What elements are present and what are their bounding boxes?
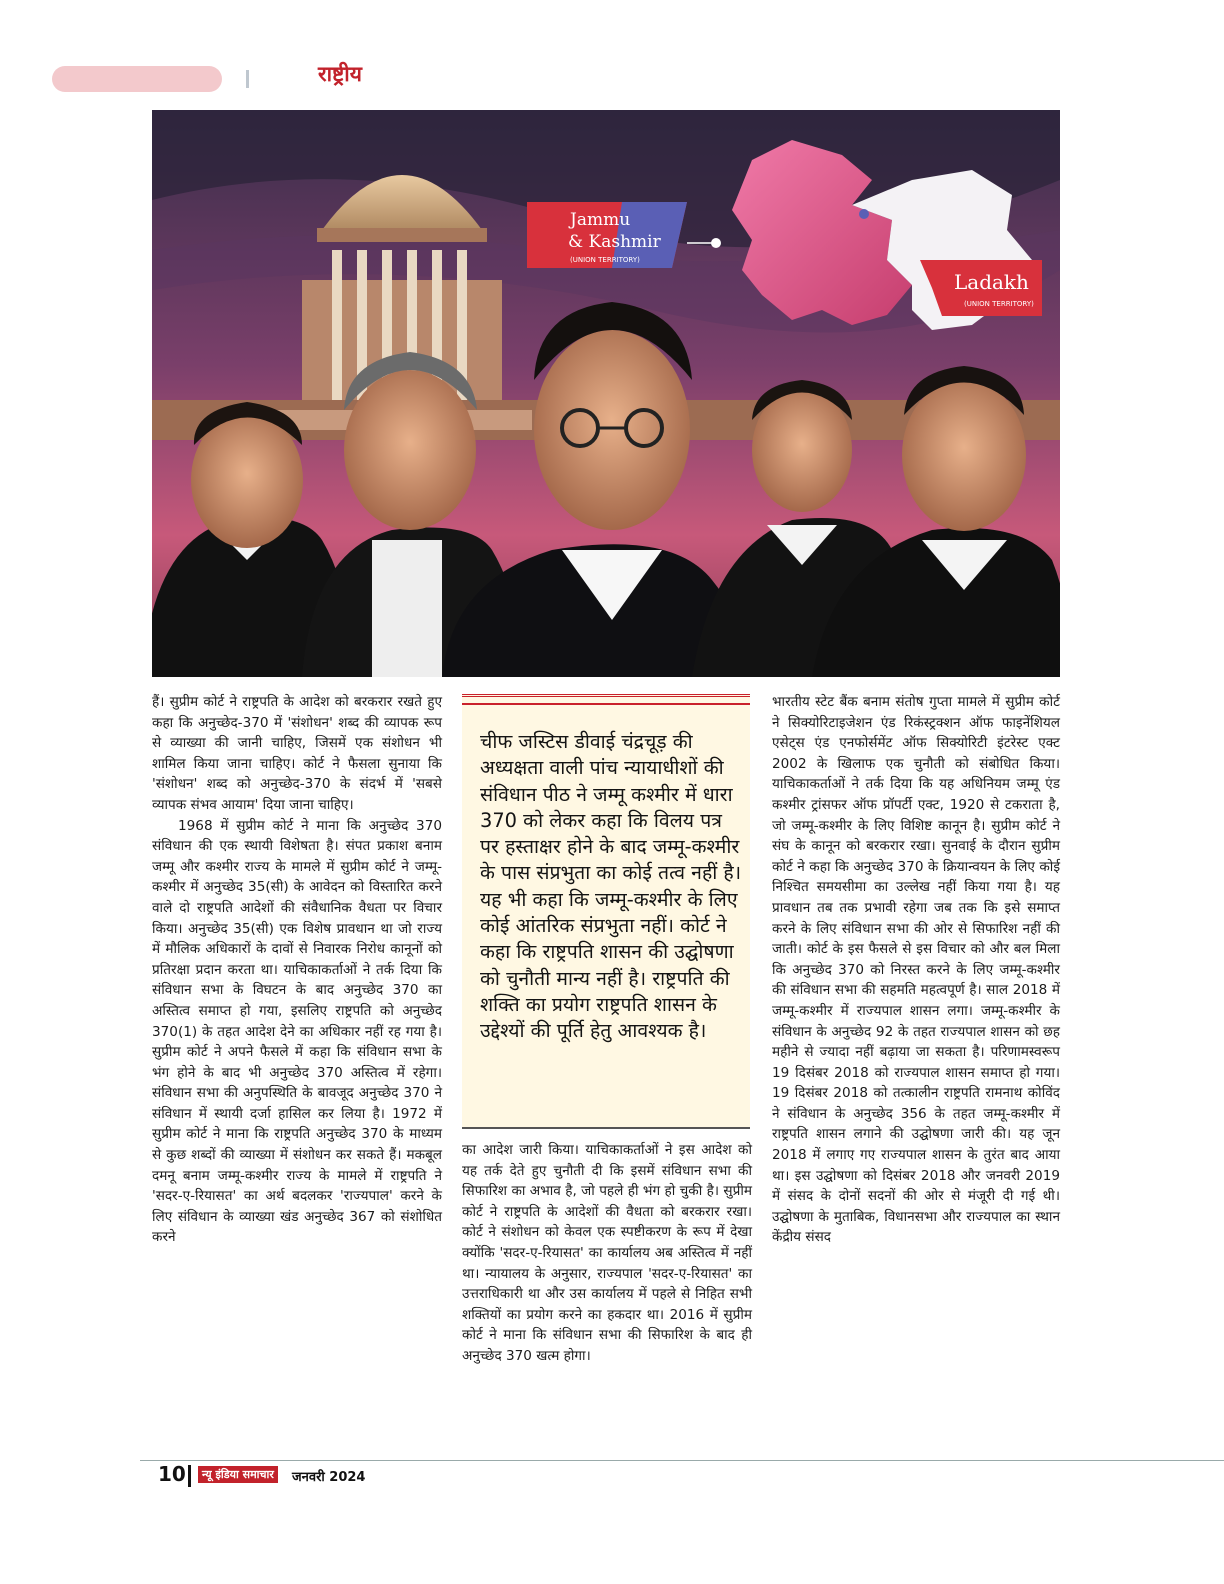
article-column-1 xyxy=(152,692,442,1248)
section-title: राष्ट्रीय xyxy=(318,62,362,86)
magazine-logo: न्यू इंडिया समाचार xyxy=(198,1466,278,1483)
ladakh-map-pin xyxy=(859,209,869,219)
ladakh-label-sub: (UNION TERRITORY) xyxy=(964,300,1034,308)
article-paragraph: हैं। सुप्रीम कोर्ट ने राष्ट्रपति के आदेश को बरकरार रखते हुए कहा कि अनुच्छेद-370 में 'संशोधन' शब्द की व्यापक रूप से व्याख्या की जानी चाहिए, जिसमें एक संशोधन भी शामिल किया जाना चाहिए। कोर्ट ने फैसला सुनाया कि 'संशोधन' शब्द को अनुच्छेद-370 के संदर्भ में 'सबसे व्यापक संभव आयाम' दिया जाना चाहिए। xyxy=(152,694,442,813)
article-column-3 xyxy=(772,692,1060,1248)
jk-map-pin xyxy=(711,238,721,248)
hero-illustration xyxy=(152,110,1060,677)
pull-quote-box xyxy=(462,694,750,1129)
jk-label-sub: (UNION TERRITORY) xyxy=(570,256,640,264)
header-divider xyxy=(246,70,249,88)
jk-label-line2: & Kashmir xyxy=(568,232,661,252)
article-paragraph: 1968 में सुप्रीम कोर्ट ने माना कि अनुच्छेद 370 संविधान की एक स्थायी विशेषता है। संपत प्रकाश बनाम जम्मू और कश्मीर राज्य के मामले में सुप्रीम कोर्ट ने जम्मू-कश्मीर में अनुच्छेद 35(सी) के आवेदन को विस्तारित करने वाले दो राष्ट्रपति आदेशों की संवैधानिक वैधता पर विचार किया। अनुच्छेद 35(सी) एक विशेष प्रावधान था जो राज्य में मौलिक अधिकारों के दावों से निवारक निरोध कानूनों को प्रतिरक्षा प्रदान करता था। याचिकाकर्ताओं ने तर्क दिया कि संविधान सभा के विघटन के बाद अनुच्छेद 370 का अस्तित्व समाप्त हो गया, इसलिए राष्ट्रपति को अनुच्छेद 370(1) के तहत आदेश देने का अधिकार नहीं रह गया है। सुप्रीम कोर्ट ने अपने फैसले में कहा कि संविधान सभा के भंग होने के बाद भी अनुच्छेद 370 अस्तित्व में रहेगा। संविधान सभा की अनुपस्थिति के बावजूद अनुच्छेद 370 ने संविधान में स्थायी दर्जा हासिल कर लिया है। 1972 में सुप्रीम कोर्ट ने माना कि राष्ट्रपति अनुच्छेद 370 के माध्यम से कुछ शब्दों की व्याख्या में संशोधन कर सकते हैं। मकबूल दमनू बनाम जम्मू-कश्मीर राज्य के मामले में राष्ट्रपति ने 'सदर-ए-रियासत' का अर्थ बदलकर 'राज्यपाल' करने के लिए संविधान के व्याख्या खंड अनुच्छेद 367 को संशोधित करने xyxy=(152,817,442,1246)
pull-quote-text: चीफ जस्टिस डीवाई चंद्रचूड़ की अध्यक्षता वाली पांच न्यायाधीशों की संविधान पीठ ने जम्मू कश्मीर में धारा 370 को लेकर कहा कि विलय पत्र पर हस्ताक्षर होने के बाद जम्मू-कश्मीर के पास संप्रभुता का कोई तत्व नहीं है। यह भी कहा कि जम्मू-कश्मीर के लिए कोई आंतरिक संप्रभुता नहीं। कोर्ट ने कहा कि राष्ट्रपति शासन की उद्घोषणा को चुनौती मान्य नहीं है। राष्ट्रपति की शक्ति का प्रयोग राष्ट्रपति शासन के उद्देश्यों की पूर्ति हेतु आवश्यक है। xyxy=(480,730,742,1043)
quote-bottom-rule xyxy=(462,1127,750,1129)
quote-top-rule xyxy=(462,703,750,705)
footer-divider xyxy=(188,1465,191,1487)
issue-date: जनवरी 2024 xyxy=(292,1470,366,1485)
article-paragraph: भारतीय स्टेट बैंक बनाम संतोष गुप्ता मामले में सुप्रीम कोर्ट ने सिक्योरिटाइजेशन एंड रिकंस्ट्रक्शन ऑफ फाइनेंशियल एसेट्स एंड एनफोर्समेंट ऑफ सिक्योरिटी इंटरेस्ट एक्ट 2002 के खिलाफ एक चुनौती को संबोधित किया। याचिकाकर्ताओं ने तर्क दिया कि यह अधिनियम जम्मू एंड कश्मीर ट्रांसफर ऑफ प्रॉपर्टी एक्ट, 1920 से टकराता है, जो जम्मू-कश्मीर के लिए विशिष्ट कानून है। सुप्रीम कोर्ट ने संघ के कानून को बरकरार रखा। सुनवाई के दौरान सुप्रीम कोर्ट ने कहा कि अनुच्छेद 370 के क्रियान्वयन के लिए कोई निश्चित समयसीमा का उल्लेख नहीं किया गया है। यह प्रावधान तब तक प्रभावी रहेगा जब तक कि इसे समाप्त करने के लिए संविधान सभा की ओर से सिफारिश नहीं की जाती। कोर्ट के इस फैसले से इस विचार को और बल मिला कि अनुच्छेद 370 को निरस्त करने के लिए जम्मू-कश्मीर की संविधान सभा की सहमति महत्वपूर्ण है। साल 2018 में जम्मू-कश्मीर में राज्यपाल शासन लगा। जम्मू-कश्मीर के संविधान के अनुच्छेद 92 के तहत राज्यपाल शासन को छह महीने से ज्यादा नहीं बढ़ाया जा सकता है। परिणामस्वरूप 19 दिसंबर 2018 को राज्यपाल शासन समाप्त हो गया। 19 दिसंबर 2018 को तत्कालीन राष्ट्रपति रामनाथ कोविंद ने संविधान के अनुच्छेद 356 के तहत जम्मू-कश्मीर में राष्ट्रपति शासन लगाने की उद्घोषणा जारी की। यह जून 2018 में लगाए गए राज्यपाल शासन के तुरंत बाद आया था। इस उद्घोषणा को दिसंबर 2018 और जनवरी 2019 में संसद के दोनों सदनों की ओर से मंजूरी दी गई थी। उद्घोषणा के मुताबिक, विधानसभा और राज्यपाल का स्थान केंद्रीय संसद xyxy=(772,694,1060,1246)
footer-rule xyxy=(140,1460,1224,1461)
section-tab-shape xyxy=(52,66,222,92)
hero-image xyxy=(152,110,1060,677)
jk-label-line1: Jammu xyxy=(570,210,631,230)
page-number: 10 xyxy=(158,1462,186,1486)
ladakh-label: Ladakh xyxy=(954,270,1029,294)
article-column-2 xyxy=(462,1140,752,1367)
article-paragraph: का आदेश जारी किया। याचिकाकर्ताओं ने इस आदेश को यह तर्क देते हुए चुनौती दी कि इसमें संविधान सभा की सिफारिश का अभाव है, जो पहले ही भंग हो चुकी है। सुप्रीम कोर्ट ने राष्ट्रपति के आदेशों की वैधता को बरकरार रखा। कोर्ट ने संशोधन को केवल एक स्पष्टीकरण के रूप में देखा क्योंकि 'सदर-ए-रियासत' का कार्यालय अब अस्तित्व में नहीं था। न्यायालय के अनुसार, राज्यपाल 'सदर-ए-रियासत' का उत्तराधिकारी था और उस कार्यालय में पहले से निहित सभी शक्तियों का प्रयोग करने का हकदार था। 2016 में सुप्रीम कोर्ट ने माना कि संविधान सभा की सिफारिश के बाद ही अनुच्छेद 370 खत्म होगा। xyxy=(462,1142,752,1364)
